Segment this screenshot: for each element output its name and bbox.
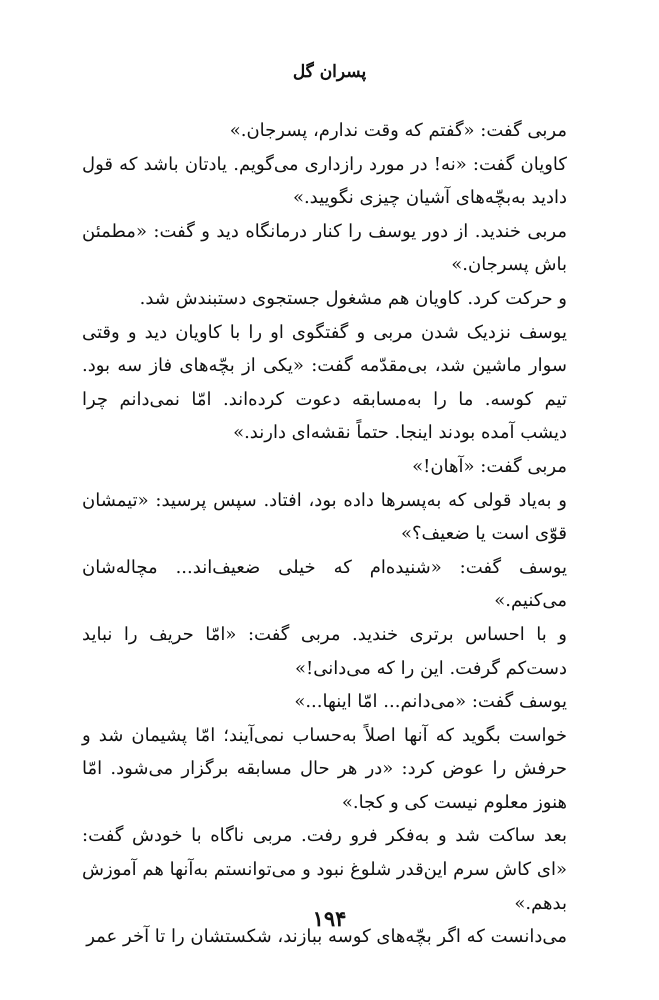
paragraph: می‌دانست که اگر بچّه‌های کوسه ببازند، شکستشان را تا آخر عمر [86,926,567,948]
paragraph: یوسف نزدیک شدن مربی و گفتگوی او را با کاویان دید و وقتی سوار ماشین شد، بی‌مقدّمه گفت: «یکی از بچّه‌های فاز سه بود. تیم کوسه. ما را به‌مسابقه دعوت کرده‌اند. امّا نمی‌دانم چرا دیشب آمده بودند اینجا. حتماً نقشه‌ای دارند.» [82,321,567,444]
paragraph: مربی خندید. از دور یوسف را کنار درمانگاه دید و گفت: «مطمئن باش پسرجان.» [82,220,567,276]
paragraph: و حرکت کرد. کاویان هم مشغول جستجوی دستبندش شد. [139,287,567,309]
paragraph: مربی گفت: «آهان!» [412,455,567,477]
paragraph: بعد ساکت شد و به‌فکر فرو رفت. مربی ناگاه با خودش گفت: «ای کاش سرم این‌قدر شلوغ نبود و می‌توانستم به‌آنها هم آموزش بدهم.» [82,825,567,914]
paragraph: مربی گفت: «گفتم که وقت ندارم، پسرجان.» [229,120,567,141]
paragraph: و با احساس برتری خندید. مربی گفت: «امّا حریف را نباید دست‌کم گرفت. این را که می‌دانی!» [82,623,567,679]
body-text [82,114,567,954]
page-number: ۱۹۴ [312,906,347,931]
paragraph: خواست بگوید که آنها اصلاً به‌حساب نمی‌آیند؛ امّا پشیمان شد و حرفش را عوض کرد: «در هر حال مسابقه برگزار می‌شود. امّا هنوز معلوم نیست کی و کجا.» [82,724,567,813]
paragraph: کاویان گفت: «نه! در مورد رازداری می‌گویم. یادتان باشد که قول دادید به‌بچّه‌های آشیان چیزی نگویید.» [82,153,567,209]
paragraph: و به‌یاد قولی که به‌پسرها داده بود، افتاد. سپس پرسید: «تیمشان قوّی است یا ضعیف؟» [82,489,567,545]
paragraph: یوسف گفت: «شنیده‌ام که خیلی ضعیف‌اند... مچاله‌شان می‌کنیم.» [82,556,567,612]
running-head-title: پسران گل [292,62,367,82]
paragraph: یوسف گفت: «می‌دانم... امّا اینها...» [294,691,567,713]
